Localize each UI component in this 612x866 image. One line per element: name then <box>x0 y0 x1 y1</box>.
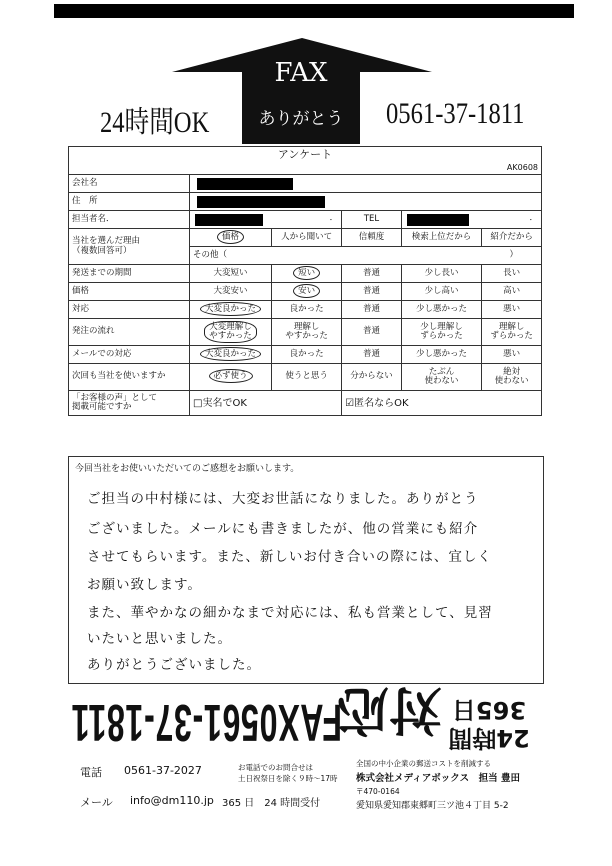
price-label: 価格 <box>69 283 190 301</box>
company-label: 会社名 <box>69 175 190 193</box>
shipping-opt-4[interactable]: 少し長い <box>401 265 481 283</box>
survey-table <box>68 146 542 416</box>
support-opt-1[interactable]: 大変良かった <box>190 301 272 319</box>
footer-mail-note: 365 日 24 時間受付 <box>222 798 321 809</box>
reason-opt-trust[interactable]: 信頼度 <box>342 229 402 247</box>
banner-fax-number: FAX0561-37-1811 <box>71 693 342 751</box>
next-opt-3[interactable]: 分からない <box>342 364 402 391</box>
support-opt-3[interactable]: 普通 <box>342 301 402 319</box>
person-value[interactable] <box>190 211 342 229</box>
footer-mail[interactable]: info@dm110.jp <box>130 794 214 807</box>
thanks-text: ありがとう <box>258 109 344 129</box>
flow-opt-5[interactable]: 理解し ずらかった <box>482 319 542 346</box>
comments-box[interactable] <box>68 456 544 684</box>
footer-tel-note2: 土日祝祭日を除く９時～17時 <box>238 774 338 783</box>
footer-mail-label: メール <box>80 796 113 809</box>
voice-label: 「お客様の声」として 掲載可能ですか <box>69 391 190 416</box>
comment-line-5: また、華やかなの細かなまで対応には、私も営業として、見習 <box>87 605 493 621</box>
next-opt-1[interactable]: 必ず使う <box>190 364 272 391</box>
flow-opt-1[interactable]: 大変理解し やすかった <box>190 319 272 346</box>
header-24h: 24時間OK <box>100 106 210 139</box>
flow-opt-4[interactable]: 少し理解し ずらかった <box>401 319 481 346</box>
comment-line-1: ご担当の中村様には、大変お世話になりました。ありがとう <box>87 491 479 507</box>
redacted-tel <box>407 214 469 226</box>
shipping-opt-1[interactable]: 大変短い <box>190 265 272 283</box>
mail-opt-2[interactable]: 良かった <box>272 346 342 364</box>
footer-zip: 〒470-0164 <box>356 787 400 796</box>
redacted-company <box>197 178 293 190</box>
next-opt-5[interactable]: 絶対 使わない <box>482 364 542 391</box>
flow-opt-2[interactable]: 理解し やすかった <box>272 319 342 346</box>
shipping-label: 発送までの期間 <box>69 265 190 283</box>
banner-hours-block <box>444 696 534 752</box>
person-dot: ． <box>329 212 339 223</box>
comment-line-6: いたいと思いました。 <box>87 631 232 647</box>
price-opt-3[interactable]: 普通 <box>342 283 402 301</box>
footer-tel-label: 電話 <box>80 766 102 779</box>
banner-taiou: 対応 <box>335 680 442 738</box>
tel-label: TEL <box>342 211 402 229</box>
next-use-label: 次回も当社を使いますか <box>69 364 190 391</box>
header-fax-number: 0561-37-1811 <box>386 97 525 130</box>
comment-line-3: させてもらいます。また、新しいお付き合いの際には、宜しく <box>87 549 492 565</box>
reason-label: 当社を選んだ理由 （複数回答可） <box>69 229 190 265</box>
shipping-opt-5[interactable]: 長い <box>482 265 542 283</box>
reason-opt-search[interactable]: 検索上位だから <box>401 229 481 247</box>
price-opt-1[interactable]: 大変安い <box>190 283 272 301</box>
footer-tel-note1: お電話でのお問合せは <box>238 763 313 772</box>
footer-company: 株式会社メディアボックス 担当 豊田 <box>356 773 520 784</box>
reason-opt-referral[interactable]: 人から聞いて <box>272 229 342 247</box>
price-opt-4[interactable]: 少し高い <box>401 283 481 301</box>
shipping-opt-2[interactable]: 短い <box>272 265 342 283</box>
address-value[interactable] <box>190 193 542 211</box>
banner-hours: 24時間 <box>448 724 530 752</box>
price-opt-5[interactable]: 高い <box>482 283 542 301</box>
tel-value[interactable] <box>401 211 541 229</box>
address-label: 住 所 <box>69 193 190 211</box>
support-opt-4[interactable]: 少し悪かった <box>401 301 481 319</box>
footer-address: 愛知県愛知郡東郷町三ツ池４丁目 5-2 <box>356 801 509 811</box>
comment-line-4: お願い致します。 <box>87 577 202 593</box>
flow-opt-3[interactable]: 普通 <box>342 319 402 346</box>
banner-days: 365日 <box>451 696 527 724</box>
support-opt-5[interactable]: 悪い <box>482 301 542 319</box>
comment-line-7: ありがとうございました。 <box>87 657 261 673</box>
comments-prompt: 今回当社をお使いいただいてのご感想をお願いします。 <box>75 464 300 474</box>
mail-opt-4[interactable]: 少し悪かった <box>401 346 481 364</box>
support-label: 対応 <box>69 301 190 319</box>
reason-other[interactable]: その他（ ） <box>190 247 542 265</box>
price-opt-2[interactable]: 安い <box>272 283 342 301</box>
reason-opt-intro[interactable]: 紹介だから <box>482 229 542 247</box>
support-opt-2[interactable]: 良かった <box>272 301 342 319</box>
mail-opt-5[interactable]: 悪い <box>482 346 542 364</box>
redacted-address <box>197 196 325 208</box>
mail-opt-1[interactable]: 大変良かった <box>190 346 272 364</box>
footer-company-tag: 全国の中小企業の郵送コストを削減する <box>356 759 491 768</box>
voice-real-name[interactable]: □実名でOK <box>190 391 342 416</box>
reason-opt-price[interactable]: 価格 <box>190 229 272 247</box>
next-opt-2[interactable]: 使うと思う <box>272 364 342 391</box>
flow-label: 発注の流れ <box>69 319 190 346</box>
survey-title: アンケート <box>69 147 542 164</box>
fax-banner-upside-down <box>71 680 542 752</box>
shipping-opt-3[interactable]: 普通 <box>342 265 402 283</box>
top-black-bar <box>54 4 574 18</box>
survey-code: AK0608 <box>69 163 542 175</box>
mail-opt-3[interactable]: 普通 <box>342 346 402 364</box>
next-opt-4[interactable]: たぶん 使わない <box>401 364 481 391</box>
fax-title: FAX <box>274 58 328 88</box>
redacted-person <box>195 214 263 226</box>
comment-line-2: ございました。メールにも書きましたが、他の営業にも紹介 <box>87 521 479 537</box>
footer-tel[interactable]: 0561-37-2027 <box>124 764 202 777</box>
person-label: 担当者名． <box>69 211 190 229</box>
tel-dot: ． <box>529 212 538 223</box>
voice-anonymous[interactable]: ☑匿名ならOK <box>342 391 542 416</box>
mail-support-label: メールでの対応 <box>69 346 190 364</box>
company-value[interactable] <box>190 175 542 193</box>
